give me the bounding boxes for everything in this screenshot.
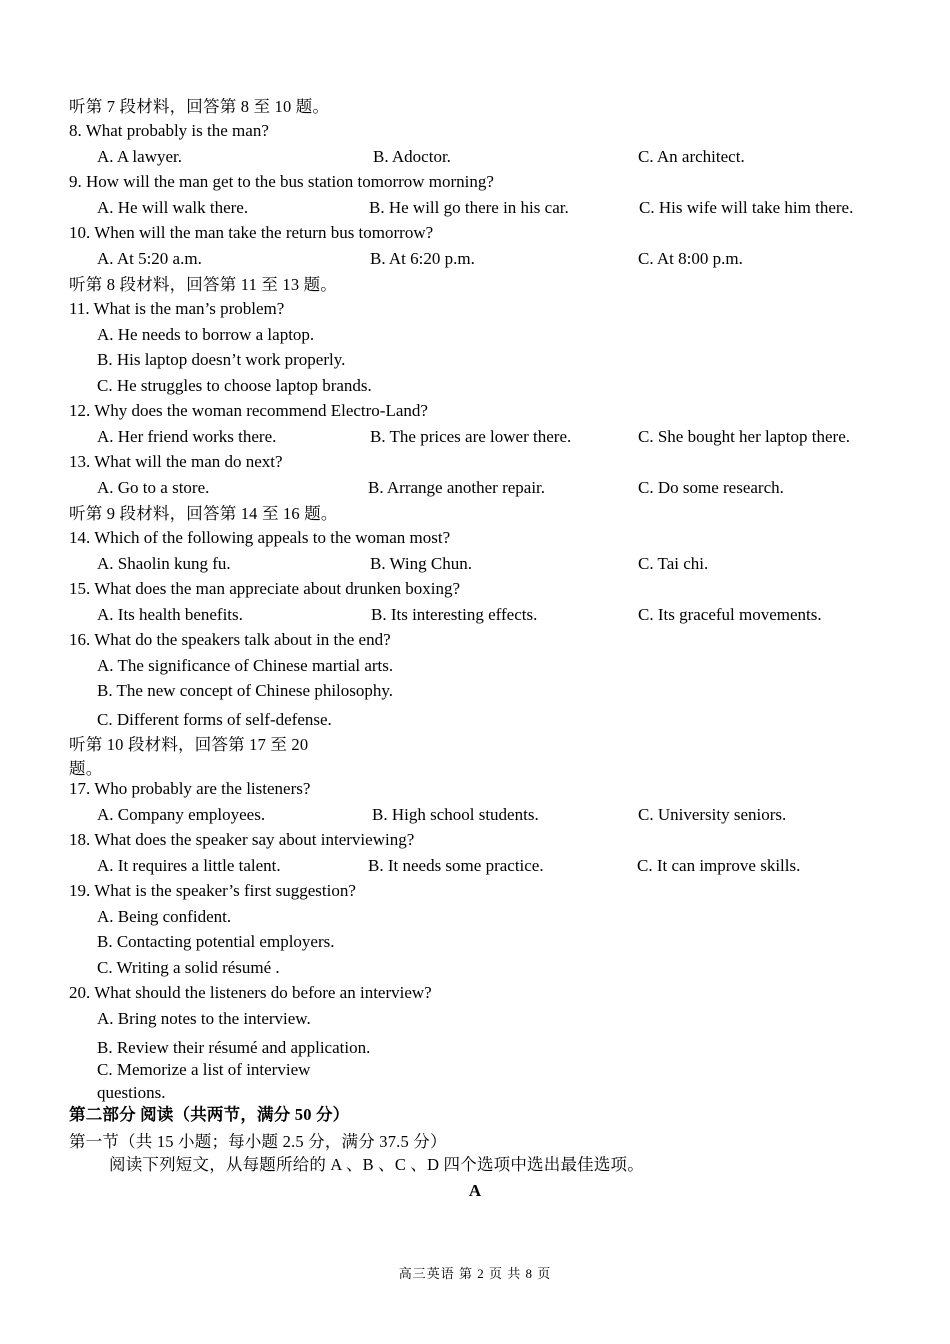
question-17-option-a: A. Company employees.	[97, 805, 266, 824]
section-heading-9: 听第 9 段材料，回答第 14 至 16 题。	[69, 504, 338, 523]
question-10-option-c: C. At 8:00 p.m.	[638, 249, 743, 268]
question-9-option-a: A. He will walk there.	[97, 198, 249, 217]
question-9-option-b: B. He will go there in his car.	[369, 198, 569, 217]
question-14: 14. Which of the following appeals to the woman most?	[69, 528, 451, 547]
question-10-option-a: A. At 5:20 a.m.	[97, 249, 202, 268]
section-heading-10-continued: 题。	[69, 759, 103, 778]
section-heading-7: 听第 7 段材料，回答第 8 至 10 题。	[69, 97, 330, 116]
question-9-option-c: C. His wife will take him there.	[639, 198, 854, 217]
question-17: 17. Who probably are the listeners?	[69, 779, 311, 798]
question-8-option-b: B. Adoctor.	[373, 147, 451, 166]
question-15-option-a: A. Its health benefits.	[97, 605, 243, 624]
question-19-option-c: C. Writing a solid résumé .	[97, 958, 280, 977]
question-15-option-b: B. Its interesting effects.	[371, 605, 538, 624]
question-14-option-a: A. Shaolin kung fu.	[97, 554, 231, 573]
question-18: 18. What does the speaker say about interviewing?	[69, 830, 415, 849]
question-8: 8. What probably is the man?	[69, 121, 269, 140]
question-13-option-a: A. Go to a store.	[97, 478, 210, 497]
question-14-option-b: B. Wing Chun.	[370, 554, 472, 573]
question-16: 16. What do the speakers talk about in the end?	[69, 630, 391, 649]
question-13-option-c: C. Do some research.	[638, 478, 784, 497]
question-17-option-c: C. University seniors.	[638, 805, 787, 824]
question-20: 20. What should the listeners do before an interview?	[69, 983, 432, 1002]
question-12: 12. Why does the woman recommend Electro-Land?	[69, 401, 428, 420]
question-18-option-b: B. It needs some practice.	[368, 856, 544, 875]
question-16-option-b: B. The new concept of Chinese philosophy.	[97, 681, 394, 700]
question-14-option-c: C. Tai chi.	[638, 554, 709, 573]
question-12-option-c: C. She bought her laptop there.	[638, 427, 850, 446]
question-11-option-a: A. He needs to borrow a laptop.	[97, 325, 315, 344]
question-15-option-c: C. Its graceful movements.	[638, 605, 822, 624]
question-11: 11. What is the man’s problem?	[69, 299, 285, 318]
part-2-section-1-heading: 第一节（共 15 小题；每小题 2.5 分，满分 37.5 分）	[69, 1132, 447, 1151]
question-20-option-a: A. Bring notes to the interview.	[97, 1009, 311, 1028]
question-13-option-b: B. Arrange another repair.	[368, 478, 546, 497]
section-heading-8: 听第 8 段材料，回答第 11 至 13 题。	[69, 275, 337, 294]
question-12-option-a: A. Her friend works there.	[97, 427, 277, 446]
question-10-option-b: B. At 6:20 p.m.	[370, 249, 475, 268]
question-11-option-b: B. His laptop doesn’t work properly.	[97, 350, 346, 369]
question-12-option-b: B. The prices are lower there.	[370, 427, 572, 446]
section-heading-10: 听第 10 段材料，回答第 17 至 20	[69, 735, 309, 754]
question-20-option-b: B. Review their résumé and application.	[97, 1038, 371, 1057]
question-10: 10. When will the man take the return bus tomorrow?	[69, 223, 434, 242]
question-8-option-c: C. An architect.	[638, 147, 745, 166]
question-9: 9. How will the man get to the bus station tomorrow morning?	[69, 172, 494, 191]
question-19-option-b: B. Contacting potential employers.	[97, 932, 335, 951]
question-20-option-c-continued: questions.	[97, 1083, 166, 1102]
passage-label: A	[468, 1181, 482, 1200]
question-8-option-a: A. A lawyer.	[97, 147, 182, 166]
question-17-option-b: B. High school students.	[372, 805, 539, 824]
question-15: 15. What does the man appreciate about drunken boxing?	[69, 579, 461, 598]
reading-instruction: 阅读下列短文，从每题所给的 A 、B 、C 、D 四个选项中选出最佳选项。	[109, 1155, 644, 1174]
question-19: 19. What is the speaker’s first suggestion?	[69, 881, 356, 900]
question-16-option-c: C. Different forms of self-defense.	[97, 710, 332, 729]
question-13: 13. What will the man do next?	[69, 452, 283, 471]
question-16-option-a: A. The significance of Chinese martial arts.	[97, 656, 394, 675]
question-11-option-c: C. He struggles to choose laptop brands.	[97, 376, 372, 395]
question-18-option-a: A. It requires a little talent.	[97, 856, 281, 875]
question-19-option-a: A. Being confident.	[97, 907, 232, 926]
page-footer: 高三英语 第 2 页 共 8 页	[398, 1266, 552, 1281]
question-18-option-c: C. It can improve skills.	[637, 856, 801, 875]
part-2-heading: 第二部分 阅读（共两节，满分 50 分）	[69, 1105, 350, 1124]
question-20-option-c: C. Memorize a list of interview	[97, 1060, 311, 1079]
